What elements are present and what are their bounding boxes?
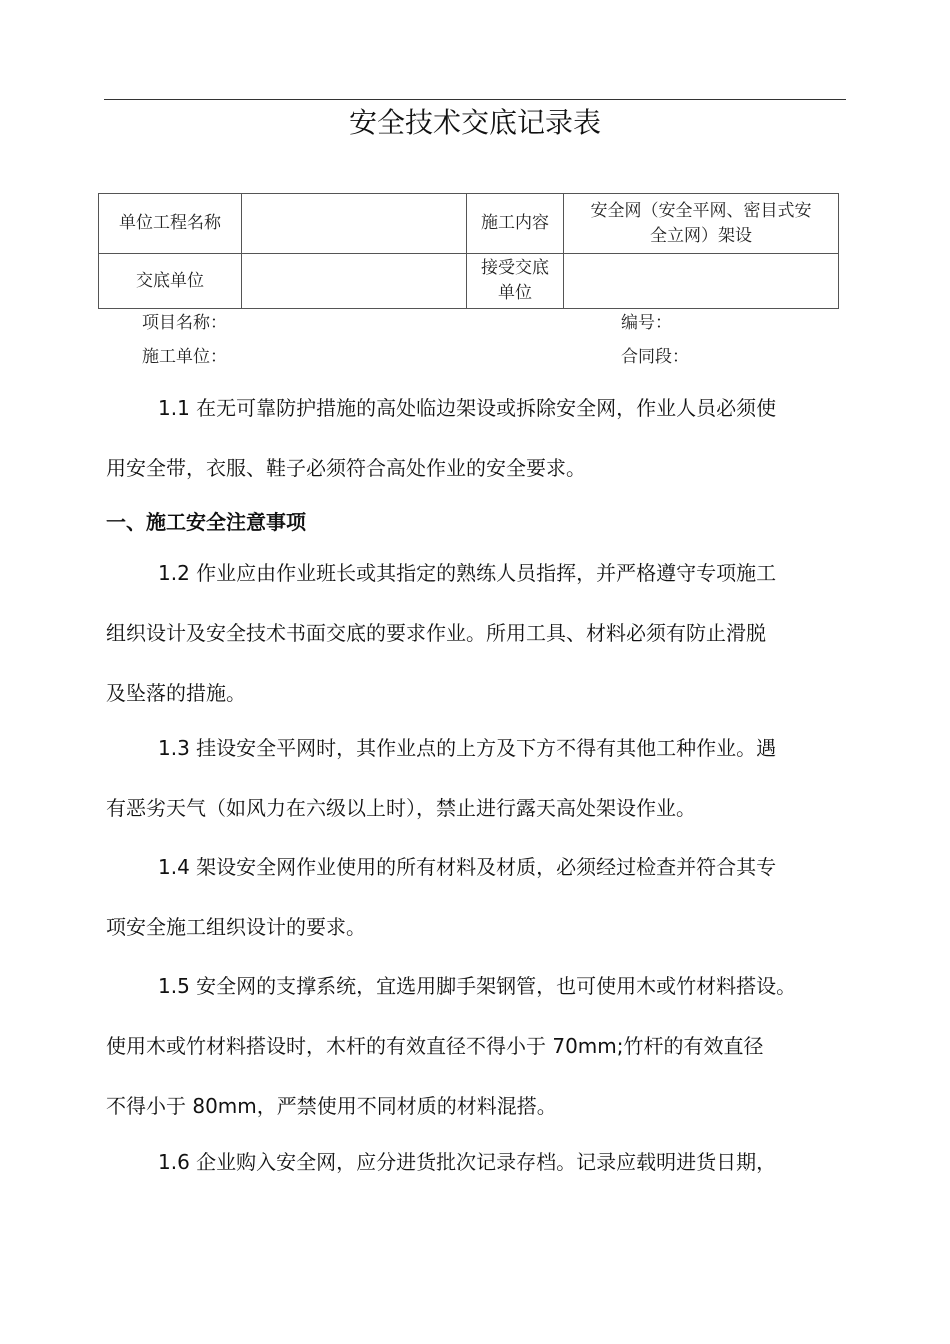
contract-section-label: 合同段： [621,347,689,367]
paragraph-line: 1.2 作业应由作业班长或其指定的熟练人员指挥，并严格遵守专项施工 [158,561,777,585]
handover-unit-field[interactable] [242,254,467,309]
handover-unit-label: 交底单位 [99,254,242,309]
paragraph-line: 1.3 挂设安全平网时，其作业点的上方及下方不得有其他工种作业。遇 [158,736,777,760]
paragraph-line: 及坠落的措施。 [106,681,246,705]
table-row [99,194,839,254]
construction-content-label: 施工内容 [467,194,564,254]
paragraph-1-6 [106,1132,846,1192]
receiving-unit-label-line: 接受交底 [481,258,549,278]
construction-content-line: 安全网（安全平网、密目式安 [590,200,812,221]
construction-content-value [564,194,839,254]
handover-info-table [98,193,839,309]
paragraph-line: 1.5 安全网的支撑系统，宜选用脚手架钢管，也可使用木或竹材料搭设。 [158,974,797,998]
unit-project-field[interactable] [242,194,467,254]
construction-content-line: 全立网）架设 [650,225,752,246]
paragraph-1-1 [106,378,846,498]
construction-unit-label: 施工单位： [142,347,227,367]
paragraph-line: 用安全带，衣服、鞋子必须符合高处作业的安全要求。 [106,456,586,480]
receiving-unit-label [467,254,564,309]
paragraph-line: 1.1 在无可靠防护措施的高处临边架设或拆除安全网，作业人员必须使 [158,396,777,420]
unit-project-label: 单位工程名称 [99,194,242,254]
paragraph-line: 1.6 企业购入安全网，应分进货批次记录存档。记录应载明进货日期， [158,1150,777,1174]
document-title: 安全技术交底记录表 [348,106,601,139]
header-rule [104,99,846,100]
paragraph-line: 不得小于 80mm，严禁使用不同材质的材料混搭。 [106,1094,557,1118]
project-name-label: 项目名称： [142,313,227,333]
section-heading: 一、施工安全注意事项 [106,510,306,534]
receiving-unit-label-line: 单位 [498,283,532,303]
paragraph-1-3 [106,718,846,838]
paragraph-line: 使用木或竹材料搭设时，木杆的有效直径不得小于 70mm;竹杆的有效直径 [106,1034,764,1058]
paragraph-1-2 [106,543,846,723]
table-row [99,254,839,309]
paragraph-1-5 [106,956,846,1136]
paragraph-line: 有恶劣天气（如风力在六级以上时），禁止进行露天高处架设作业。 [106,796,696,820]
paragraph-line: 1.4 架设安全网作业使用的所有材料及材质，必须经过检查并符合其专 [158,855,777,879]
paragraph-1-4 [106,837,846,957]
paragraph-line: 项安全施工组织设计的要求。 [106,915,366,939]
receiving-unit-field[interactable] [564,254,839,309]
paragraph-line: 组织设计及安全技术书面交底的要求作业。所用工具、材料必须有防止滑脱 [106,621,766,645]
number-label: 编号： [621,313,672,333]
